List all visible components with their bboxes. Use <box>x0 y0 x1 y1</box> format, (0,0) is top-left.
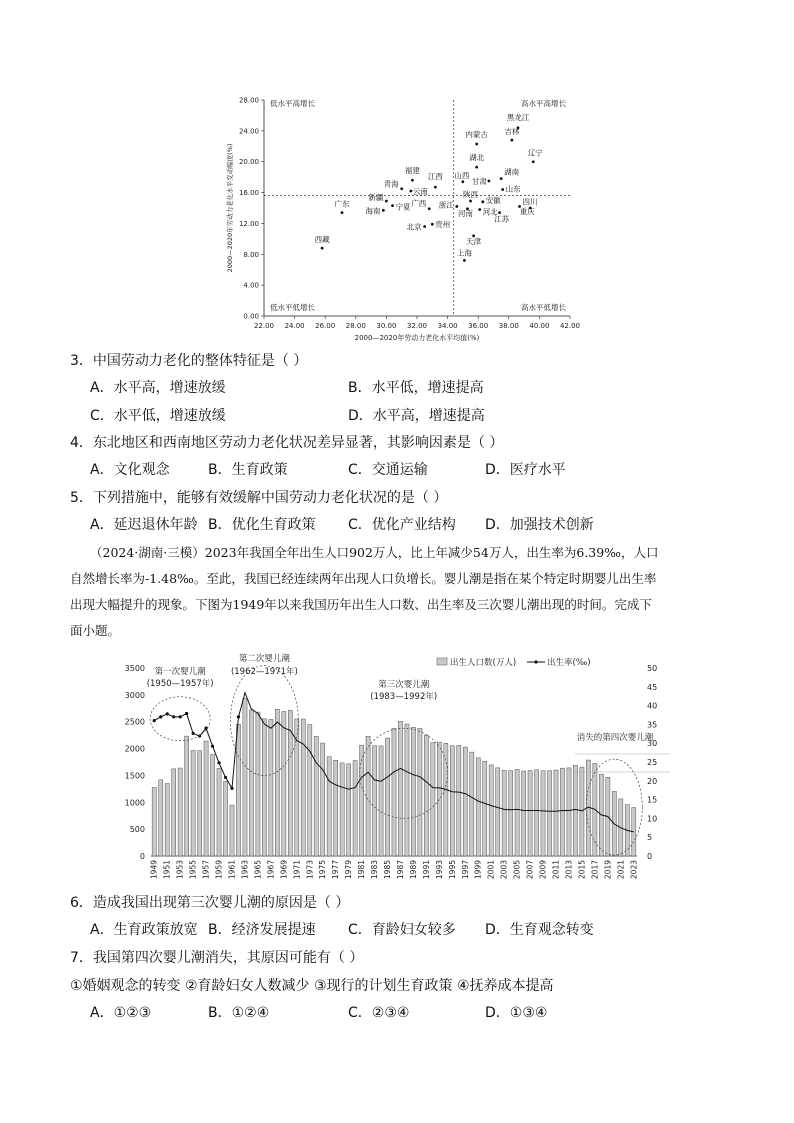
y-tick-label: 0.00 <box>243 312 259 321</box>
bar-1964 <box>249 710 253 856</box>
data-point-宁夏 <box>391 204 394 207</box>
question-7-option-d: D．①③④ <box>485 1005 548 1021</box>
data-point-label: 吉林 <box>504 127 520 137</box>
bar-1968 <box>275 709 279 856</box>
data-point-广东 <box>341 211 344 214</box>
question-7-option-c: C．②③④ <box>348 1005 410 1021</box>
bar-1961 <box>230 805 234 856</box>
x-tick-label: 2019 <box>603 860 613 880</box>
question-7-items: ①婚姻观念的转变 ②育龄妇女人数减少 ③现行的计划生育政策 ④抚养成本提高 <box>70 978 554 994</box>
x-tick-label: 1985 <box>383 860 393 880</box>
birth-rate-point-1955 <box>192 732 195 735</box>
bar-2008 <box>534 770 538 856</box>
birth-rate-point-1953 <box>179 715 182 718</box>
question-5-option-c: C．优化产业结构 <box>348 517 456 533</box>
question-3-option-d: D．水平高，增速提高 <box>348 408 485 424</box>
question-7-option-b: B．①②④ <box>208 1005 270 1021</box>
quadrant-label-bottom-right: 高水平低增长 <box>521 303 566 312</box>
bar-1959 <box>217 768 221 856</box>
y-right-tick-label: 40 <box>647 701 658 711</box>
bar-1983 <box>372 746 376 856</box>
bar-1985 <box>385 738 389 856</box>
bar-1991 <box>424 735 428 856</box>
y-right-tick-label: 20 <box>647 776 658 786</box>
x-tick-label: 38.00 <box>498 322 519 330</box>
bar-1953 <box>178 768 182 856</box>
x-tick-label: 1969 <box>279 860 289 880</box>
bar-1990 <box>418 728 422 856</box>
birth-rate-point-1962 <box>237 715 240 718</box>
x-tick-label: 1949 <box>149 860 159 880</box>
bar-1988 <box>405 724 409 856</box>
birth-rate-point-1958 <box>211 745 214 748</box>
bar-2012 <box>560 768 564 856</box>
x-tick-label: 1977 <box>331 860 341 880</box>
bar-1960 <box>223 781 227 856</box>
x-tick-label: 24.00 <box>284 322 305 330</box>
data-point-辽宁 <box>532 160 535 163</box>
data-point-label: 广东 <box>334 199 350 209</box>
x-tick-label: 1991 <box>421 860 431 880</box>
quadrant-label-top-left: 低水平高增长 <box>270 99 315 108</box>
y-left-tick-label: 1500 <box>124 771 145 781</box>
bar-1987 <box>398 721 402 856</box>
x-tick-label: 2021 <box>616 860 626 880</box>
bar-1975 <box>321 743 325 856</box>
data-point-label: 西藏 <box>314 235 330 245</box>
bar-1973 <box>308 725 312 856</box>
boom-2-title: 第二次婴儿潮 <box>238 654 290 664</box>
data-point-西藏 <box>321 247 324 250</box>
x-tick-label: 1995 <box>447 860 457 880</box>
bar-2007 <box>528 771 532 856</box>
y-left-tick-label: 2500 <box>124 717 145 727</box>
data-point-label: 甘肃 <box>471 177 487 186</box>
bar-1981 <box>360 745 364 856</box>
question-5-stem: 5．下列措施中，能够有效缓解中国劳动力老化状况的是（ ） <box>70 490 448 506</box>
question-4-option-d: D．医疗水平 <box>485 462 566 478</box>
data-point-内蒙古 <box>475 143 478 146</box>
bar-1957 <box>204 741 208 856</box>
x-tick-label: 1957 <box>201 860 211 880</box>
x-tick-label: 32.00 <box>406 322 428 330</box>
boom-1-title: 第一次婴儿潮 <box>154 667 206 677</box>
x-tick-label: 1975 <box>318 860 328 880</box>
data-point-label: 湖北 <box>469 153 485 163</box>
bar-2001 <box>489 765 493 856</box>
question-3-option-b: B．水平低，增速提高 <box>348 380 484 396</box>
bar-1967 <box>269 719 273 856</box>
y-right-tick-label: 25 <box>647 758 658 767</box>
bar-1954 <box>185 736 189 856</box>
question-4-stem: 4．东北地区和西南地区劳动力老化状况差异显著，其影响因素是（ ） <box>70 435 504 451</box>
bar-2000 <box>483 761 487 856</box>
x-tick-label: 2017 <box>590 860 600 880</box>
birth-rate-point-1950 <box>159 715 162 718</box>
legend-bar-label: 出生人口数(万人) <box>450 658 517 668</box>
y-tick-label: 12.00 <box>238 219 259 228</box>
bar-1949 <box>152 788 156 856</box>
bar-2005 <box>515 769 519 856</box>
data-point-label: 福建 <box>404 166 420 176</box>
question-6-option-c: C．育龄妇女较多 <box>348 922 456 938</box>
bar-1998 <box>470 752 474 856</box>
data-point-label: 四川 <box>522 197 538 207</box>
x-tick-label: 22.00 <box>253 322 275 330</box>
legend-line-marker <box>534 660 537 663</box>
x-tick-label: 1959 <box>214 860 224 880</box>
x-tick-label: 1973 <box>305 860 315 880</box>
x-tick-label: 36.00 <box>468 322 489 330</box>
x-tick-label: 30.00 <box>376 322 397 330</box>
bar-1978 <box>340 763 344 856</box>
question-7-option-a: A．①②③ <box>90 1005 152 1021</box>
y-right-tick-label: 10 <box>647 814 658 824</box>
y-right-tick-label: 30 <box>647 739 658 749</box>
bar-2010 <box>547 771 551 856</box>
x-tick-label: 1967 <box>266 860 276 880</box>
data-point-label: 宁夏 <box>395 202 411 212</box>
data-point-label: 山东 <box>505 184 521 194</box>
data-point-label: 黑龙江 <box>506 112 530 122</box>
y-left-tick-label: 3000 <box>124 690 145 700</box>
data-point-山东 <box>501 188 504 191</box>
y-tick-label: 4.00 <box>243 281 259 290</box>
data-point-云南 <box>409 190 412 193</box>
data-point-label: 湖南 <box>504 167 520 177</box>
data-point-山西 <box>462 180 465 183</box>
bar-1993 <box>437 742 441 856</box>
bar-1950 <box>159 780 163 856</box>
bar-1955 <box>191 750 195 856</box>
passage-line-1: （2024·湖南·三模）2023年我国全年出生人口902万人，比上年减少54万人，出生率为6.39‰，人口 <box>90 545 659 560</box>
birth-rate-point-1960 <box>224 776 227 779</box>
question-3-option-c: C．水平低，增速放缓 <box>90 408 226 424</box>
bar-1980 <box>353 761 357 856</box>
bar-1999 <box>476 758 480 856</box>
data-point-label: 内蒙古 <box>465 129 488 139</box>
data-point-贵州 <box>431 223 434 226</box>
bar-1963 <box>243 698 247 856</box>
bar-1977 <box>334 760 338 856</box>
y-right-tick-label: 0 <box>647 852 653 861</box>
bar-2004 <box>509 771 513 856</box>
passage-line-2: 自然增长率为-1.48‰。至此，我国已经连续两年出现人口负增长。婴儿潮是指在某个特定时期婴儿出生率 <box>70 571 657 586</box>
legend-line-label: 出生率(‰) <box>547 658 591 668</box>
data-point-陕西 <box>469 200 472 203</box>
y-right-tick-label: 5 <box>647 833 653 843</box>
data-point-江西 <box>434 186 437 189</box>
bar-1958 <box>210 755 214 856</box>
question-4-option-c: C．交通运输 <box>348 462 428 478</box>
bar-1982 <box>366 736 370 856</box>
x-tick-label: 40.00 <box>529 322 550 330</box>
question-5-option-b: B．优化生育政策 <box>208 517 316 533</box>
question-5-option-a: A．延迟退休年龄 <box>90 517 198 533</box>
data-point-label: 天津 <box>466 236 482 246</box>
x-tick-label: 1961 <box>227 860 237 880</box>
bar-1979 <box>347 764 351 856</box>
bar-2014 <box>573 765 577 856</box>
x-tick-label: 1963 <box>240 860 250 880</box>
data-point-福建 <box>411 179 414 182</box>
bar-2011 <box>554 770 558 856</box>
birth-rate-point-1961 <box>230 787 233 790</box>
data-point-label: 江苏 <box>494 214 510 224</box>
data-point-label: 云南 <box>412 187 428 197</box>
y-left-tick-label: 500 <box>129 825 145 835</box>
x-tick-label: 2011 <box>551 860 561 880</box>
boom-3-period: (1983—1992年) <box>370 692 438 702</box>
bar-1989 <box>411 727 415 856</box>
y-right-tick-label: 50 <box>647 664 658 673</box>
y-left-tick-label: 2000 <box>124 744 145 754</box>
x-tick-label: 1953 <box>175 860 185 880</box>
x-tick-label: 1987 <box>395 860 405 880</box>
y-right-tick-label: 45 <box>647 682 658 692</box>
x-tick-label: 2007 <box>525 860 535 880</box>
bar-1986 <box>392 728 396 856</box>
quadrant-label-bottom-left: 低水平低增长 <box>270 303 315 312</box>
birth-rate-point-1954 <box>185 712 188 715</box>
data-point-label: 贵州 <box>435 220 451 230</box>
x-tick-label: 1971 <box>292 860 302 880</box>
boom-3-title: 第三次婴儿潮 <box>378 680 430 690</box>
passage-line-4: 面小题。 <box>70 623 121 638</box>
data-point-label: 陕西 <box>463 190 479 200</box>
birth-rate-point-1959 <box>217 761 220 764</box>
x-tick-label: 34.00 <box>437 322 458 330</box>
x-tick-label: 2009 <box>538 860 548 880</box>
bar-1962 <box>236 724 240 856</box>
bar-1976 <box>327 757 331 856</box>
data-point-label: 新疆 <box>368 193 384 203</box>
bar-1996 <box>457 746 461 856</box>
x-tick-label: 1993 <box>434 860 444 880</box>
y-tick-label: 8.00 <box>243 250 259 259</box>
data-point-广西 <box>428 207 431 210</box>
x-tick-label: 2023 <box>629 860 639 880</box>
bar-1969 <box>282 712 286 856</box>
bar-1965 <box>256 712 260 856</box>
data-point-label: 广西 <box>411 198 427 208</box>
data-point-label: 山西 <box>454 170 470 180</box>
bar-2003 <box>502 770 506 856</box>
data-point-label: 浙江 <box>438 200 454 210</box>
x-tick-label: 2015 <box>577 860 587 880</box>
question-6-stem: 6．造成我国出现第三次婴儿潮的原因是（ ） <box>70 895 350 911</box>
data-point-label: 河北 <box>482 207 498 217</box>
bar-2015 <box>580 767 584 856</box>
question-6-option-b: B．经济发展提速 <box>208 922 316 938</box>
data-point-label: 安徽 <box>485 195 501 205</box>
boom-4-title: 消失的第四次婴儿潮 <box>576 733 654 743</box>
bar-1997 <box>463 747 467 856</box>
bar-1951 <box>165 784 169 856</box>
quadrant-label-top-right: 高水平高增长 <box>521 99 566 108</box>
bar-1984 <box>379 746 383 856</box>
data-point-label: 重庆 <box>519 207 535 216</box>
x-axis-title: 2000—2020年劳动力老化水平均值(%) <box>354 334 480 342</box>
question-3-stem: 3．中国劳动力老化的整体特征是（ ） <box>70 353 308 369</box>
data-point-河北 <box>478 208 481 211</box>
x-tick-label: 1983 <box>370 860 380 880</box>
bar-2013 <box>567 768 571 856</box>
data-point-湖北 <box>475 166 478 169</box>
data-point-吉林 <box>510 139 513 142</box>
data-point-label: 青海 <box>383 179 399 189</box>
data-point-label: 河南 <box>457 208 473 218</box>
x-tick-label: 2013 <box>564 860 574 880</box>
x-tick-label: 1997 <box>460 860 470 880</box>
x-tick-label: 42.00 <box>559 322 581 330</box>
question-6-option-d: D．生育观念转变 <box>485 922 594 938</box>
birth-rate-point-1957 <box>204 727 207 730</box>
y-right-tick-label: 15 <box>647 795 658 805</box>
question-6-option-a: A．生育政策放宽 <box>90 922 198 938</box>
y-tick-label: 16.00 <box>238 189 259 198</box>
x-tick-label: 26.00 <box>315 322 336 330</box>
bar-1995 <box>450 746 454 856</box>
x-tick-label: 2003 <box>499 860 509 880</box>
y-tick-label: 28.00 <box>238 96 259 105</box>
y-right-tick-label: 35 <box>647 720 658 730</box>
bar-2006 <box>522 771 526 856</box>
boom-1-period: (1950—1957年) <box>146 679 214 689</box>
x-tick-label: 2001 <box>486 860 496 880</box>
y-left-tick-label: 3500 <box>124 664 145 673</box>
question-5-option-d: D．加强技术创新 <box>485 517 594 533</box>
y-left-tick-label: 1000 <box>124 798 145 808</box>
bar-1972 <box>301 719 305 856</box>
x-tick-label: 1951 <box>162 860 172 880</box>
birth-population-chart <box>115 650 670 885</box>
bar-2009 <box>541 771 545 856</box>
y-tick-label: 20.00 <box>238 158 259 167</box>
data-point-海南 <box>382 209 385 212</box>
x-tick-label: 1979 <box>344 860 354 880</box>
labor-aging-scatter-chart <box>220 92 590 350</box>
birth-rate-point-1951 <box>166 712 169 715</box>
passage-line-3: 出现大幅提升的现象。下图为1949年以来我国历年出生人口数、出生率及三次婴儿潮出现的时间。完成下 <box>70 597 652 612</box>
data-point-label: 北京 <box>406 222 422 232</box>
bar-1956 <box>198 751 202 856</box>
data-point-上海 <box>463 259 466 262</box>
question-3-option-a: A．水平高，增速放缓 <box>90 380 226 396</box>
x-tick-label: 1999 <box>473 860 483 880</box>
data-point-新疆 <box>385 200 388 203</box>
bar-2002 <box>496 768 500 856</box>
x-tick-label: 1965 <box>253 860 263 880</box>
legend-bar-swatch <box>437 658 447 665</box>
question-7-stem: 7．我国第四次婴儿潮消失，其原因可能有（ ） <box>70 950 364 966</box>
bar-1992 <box>431 743 435 856</box>
boom-2-period: (1962—1971年) <box>230 667 298 677</box>
y-tick-label: 24.00 <box>238 127 259 136</box>
birth-rate-point-1952 <box>172 715 175 718</box>
data-point-甘肃 <box>488 180 491 183</box>
bar-1952 <box>172 769 176 856</box>
x-tick-label: 28.00 <box>345 322 366 330</box>
bar-1971 <box>295 719 299 856</box>
data-point-北京 <box>423 225 426 228</box>
data-point-浙江 <box>455 205 458 208</box>
bar-1966 <box>262 719 266 856</box>
data-point-江苏 <box>498 211 501 214</box>
question-4-option-b: B．生育政策 <box>208 462 288 478</box>
data-point-label: 上海 <box>456 248 472 258</box>
data-point-安徽 <box>481 200 484 203</box>
x-tick-label: 1955 <box>188 860 198 880</box>
birth-rate-point-1949 <box>153 719 156 722</box>
data-point-湖南 <box>500 177 503 180</box>
bar-1974 <box>314 736 318 856</box>
x-tick-label: 1989 <box>408 860 418 880</box>
question-4-option-a: A．文化观念 <box>90 462 170 478</box>
data-point-label: 江西 <box>427 172 443 182</box>
data-point-label: 辽宁 <box>527 148 543 158</box>
x-tick-label: 2005 <box>512 860 522 880</box>
y-axis-title: 2000—2020年劳动力老化水平变动幅度(%) <box>226 143 234 273</box>
x-tick-label: 1981 <box>357 860 367 880</box>
data-point-青海 <box>400 187 403 190</box>
y-left-tick-label: 0 <box>139 852 145 861</box>
data-point-label: 海南 <box>365 206 381 216</box>
